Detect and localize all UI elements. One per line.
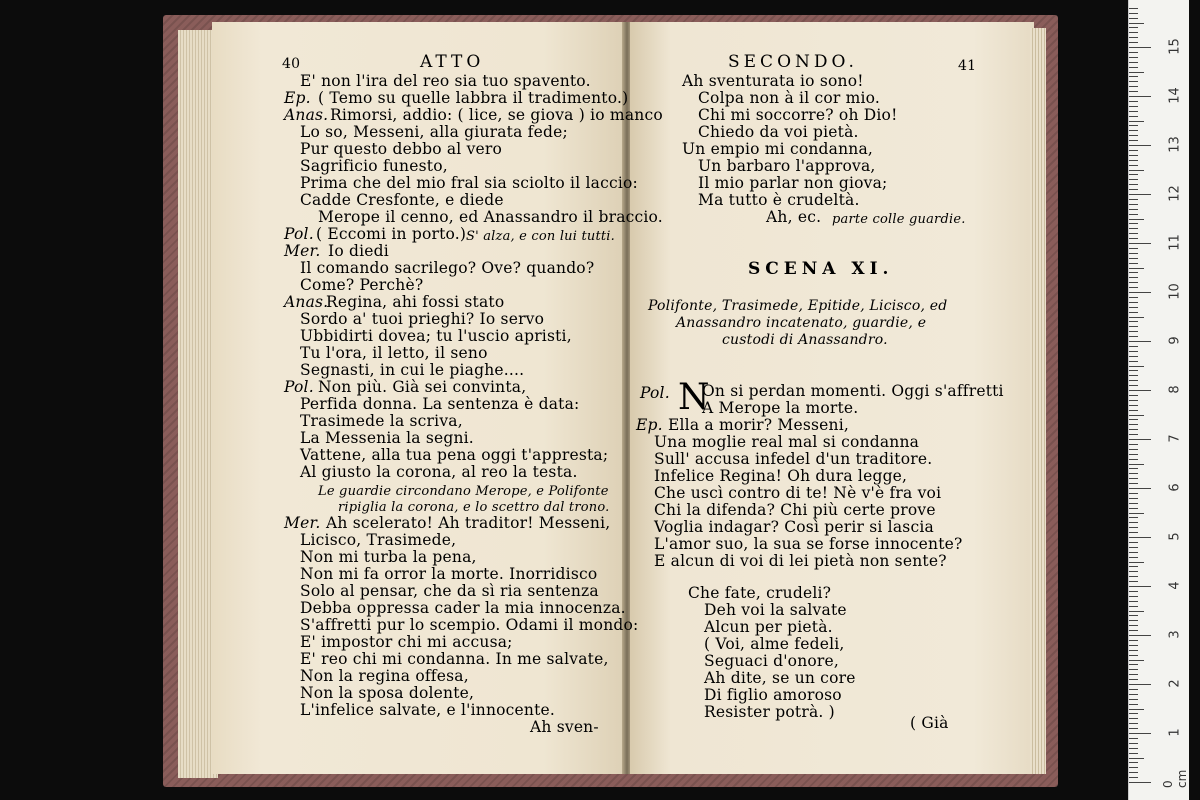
ruler-tick — [1129, 718, 1138, 719]
ruler-tick — [1129, 302, 1138, 303]
aria-line: Resister potrà. ) — [704, 703, 835, 721]
ruler-tick — [1129, 155, 1138, 156]
ruler-tick — [1129, 709, 1144, 710]
verse-line: Non la regina offesa, — [300, 667, 469, 685]
ruler-tick — [1129, 513, 1144, 514]
ruler-tick — [1129, 91, 1138, 92]
ruler-tick — [1129, 655, 1138, 656]
ruler-tick — [1129, 767, 1138, 768]
stage-direction: S' alza, e con lui tutti. — [466, 229, 615, 244]
ruler-tick — [1129, 400, 1138, 401]
ruler-tick — [1129, 419, 1138, 420]
speaker: Anas. — [284, 293, 329, 311]
ruler-tick — [1129, 13, 1138, 14]
aria-line: Ah dite, se un core — [704, 669, 856, 687]
verse-line: Merope il cenno, ed Anassandro il braccio. — [318, 208, 663, 226]
aria-line: ( Voi, alme fedeli, — [704, 635, 845, 653]
speaker: Pol. — [284, 378, 314, 396]
running-head: ATTO — [420, 52, 485, 72]
ruler-tick — [1129, 375, 1138, 376]
cast-list: Polifonte, Trasimede, Epitide, Licisco, ed — [648, 298, 948, 314]
verse-line: Debba oppressa cader la mia innocenza. — [300, 599, 626, 617]
verse-line: Sull' accusa infedel d'un traditore. — [654, 450, 933, 468]
ruler-tick — [1129, 434, 1138, 435]
ruler-tick — [1129, 576, 1138, 577]
ruler-tick — [1129, 228, 1138, 229]
ruler-tick — [1129, 625, 1138, 626]
ruler-tick — [1129, 650, 1138, 651]
ruler-tick — [1129, 199, 1138, 200]
ruler-tick — [1129, 660, 1144, 661]
ruler-tick — [1129, 253, 1138, 254]
ruler-tick — [1129, 297, 1138, 298]
verse-line: Che uscì contro di te! Nè v'è fra voi — [654, 484, 942, 502]
ruler-tick — [1129, 635, 1151, 636]
ruler-tick — [1129, 483, 1138, 484]
ruler-tick — [1129, 67, 1138, 68]
verse-line: Non mi turba la pena, — [300, 548, 477, 566]
ruler-tick — [1129, 464, 1144, 465]
stage-direction: parte colle guardie. — [832, 212, 966, 227]
ruler-tick — [1129, 292, 1151, 293]
ruler-tick — [1129, 601, 1138, 602]
ruler-tick — [1129, 189, 1138, 190]
aria-line: Colpa non à il cor mio. — [698, 89, 881, 107]
verse-line: Sagrificio funesto, — [300, 157, 448, 175]
verse-line: Voglia indagar? Così perir si lascia — [654, 518, 934, 536]
ruler-tick — [1129, 713, 1138, 714]
aria-line: Un barbaro l'approva, — [698, 157, 876, 175]
ruler-tick — [1129, 321, 1138, 322]
catchword: Ah sven- — [530, 718, 599, 736]
ruler-tick — [1129, 62, 1138, 63]
ruler-tick — [1129, 733, 1151, 734]
verse-line: E' non l'ira del reo sia tuo spavento. — [300, 72, 591, 90]
speaker: Pol. — [640, 384, 670, 402]
ruler-tick — [1129, 611, 1144, 612]
ruler-tick — [1129, 336, 1138, 337]
ruler-tick — [1129, 517, 1138, 518]
ruler-tick — [1129, 380, 1138, 381]
verse-line: Pur questo debbo al vero — [300, 140, 503, 158]
aria-line: Seguaci d'onore, — [704, 652, 840, 670]
ruler-tick — [1129, 390, 1151, 391]
ruler-tick — [1129, 444, 1138, 445]
ruler-tick — [1129, 76, 1138, 77]
verse-line: Al giusto la corona, al reo la testa. — [300, 463, 578, 481]
ruler-tick — [1129, 571, 1138, 572]
ruler-tick — [1129, 223, 1138, 224]
ruler-tick — [1129, 449, 1138, 450]
ruler-tick — [1129, 209, 1138, 210]
ruler-tick — [1129, 557, 1138, 558]
cast-list: Anassandro incatenato, guardie, e — [676, 315, 927, 331]
ruler-tick — [1129, 268, 1144, 269]
ruler-tick — [1129, 263, 1138, 264]
verse-line: A Merope la morte. — [702, 399, 859, 417]
cast-list: custodi di Anassandro. — [722, 332, 888, 348]
aria-line: Ma tutto è crudeltà. — [698, 191, 860, 209]
verse-line: L'amor suo, la sua se forse innocente? — [654, 535, 963, 553]
ruler-number: 11 — [1167, 234, 1183, 251]
speaker: Anas. — [284, 106, 329, 124]
verse-line: Perfida donna. La sentenza è data: — [300, 395, 580, 413]
ruler-number: 6 — [1167, 483, 1183, 492]
verse-line: E' impostor chi mi accusa; — [300, 633, 513, 651]
ruler-tick — [1129, 498, 1138, 499]
ruler-tick — [1129, 620, 1138, 621]
ruler-tick — [1129, 326, 1138, 327]
ruler-tick — [1129, 165, 1138, 166]
ruler-tick — [1129, 606, 1138, 607]
ruler-tick — [1129, 52, 1138, 53]
ruler-tick — [1129, 664, 1138, 665]
ruler-tick — [1129, 233, 1138, 234]
speaker: Ep. — [636, 416, 663, 434]
speaker: Mer. — [284, 242, 321, 260]
ruler-tick — [1129, 468, 1138, 469]
ruler-tick — [1129, 488, 1151, 489]
page-number: 40 — [282, 56, 301, 72]
ruler-number: 8 — [1167, 385, 1183, 394]
drop-cap: N — [678, 377, 710, 418]
ruler-tick — [1129, 47, 1151, 48]
ruler-tick — [1129, 170, 1144, 171]
ruler-tick — [1129, 743, 1138, 744]
ruler-number: 15 — [1167, 38, 1183, 55]
ruler-tick — [1129, 57, 1138, 58]
ruler-tick — [1129, 214, 1138, 215]
ruler-tick — [1129, 125, 1138, 126]
ruler-tick — [1129, 777, 1138, 778]
ruler-tick — [1129, 356, 1138, 357]
ruler-tick — [1129, 522, 1138, 523]
catchword: ( Già — [910, 714, 949, 732]
ruler-tick — [1129, 150, 1138, 151]
ruler-tick — [1129, 527, 1138, 528]
ruler-tick — [1129, 86, 1138, 87]
ruler-tick — [1129, 684, 1151, 685]
ruler-tick — [1129, 581, 1138, 582]
ruler-tick — [1129, 140, 1138, 141]
scene-title: SCENA XI. — [748, 259, 894, 279]
ruler-tick — [1129, 307, 1138, 308]
ruler-tick — [1129, 174, 1138, 175]
verse-line: Non mi fa orror la morte. Inorridisco — [300, 565, 598, 583]
verse-line: Trasimede la scriva, — [300, 412, 463, 430]
ruler-tick — [1129, 537, 1151, 538]
ruler-tick — [1129, 630, 1138, 631]
ruler-tick — [1129, 493, 1138, 494]
ruler-tick — [1129, 219, 1144, 220]
ruler-number: 5 — [1167, 532, 1183, 541]
ruler-tick — [1129, 194, 1151, 195]
ruler-tick — [1129, 204, 1138, 205]
ruler-tick — [1129, 184, 1138, 185]
ruler-tick — [1129, 615, 1138, 616]
verse-line: L'infelice salvate, e l'innocente. — [300, 701, 556, 719]
verse-line: ( Temo su quelle labbra il tradimento.) — [318, 89, 629, 107]
ruler-tick — [1129, 18, 1138, 19]
ruler-tick — [1129, 645, 1138, 646]
ruler-tick — [1129, 370, 1138, 371]
verse-line: Non più. Già sei convinta, — [318, 378, 527, 396]
verse-line: La Messenia la segni. — [300, 429, 474, 447]
ruler-tick — [1129, 439, 1151, 440]
verse-line: E' reo chi mi condanna. In me salvate, — [300, 650, 609, 668]
ruler-tick — [1129, 738, 1138, 739]
aria-line: Un empio mi condanna, — [682, 140, 874, 158]
verse-line: Chi la difenda? Chi più certe prove — [654, 501, 936, 519]
ruler-tick — [1129, 238, 1138, 239]
ruler-tick — [1129, 145, 1151, 146]
ruler-tick — [1129, 552, 1138, 553]
verse-line: Regina, ahi fossi stato — [326, 293, 505, 311]
ruler-tick — [1129, 591, 1138, 592]
ruler-tick — [1129, 694, 1138, 695]
ruler-number: 12 — [1167, 185, 1183, 202]
verse-line: Vattene, alla tua pena oggi t'appresta; — [300, 446, 609, 464]
ruler-number: 13 — [1167, 136, 1183, 153]
ruler-tick — [1129, 385, 1138, 386]
ruler-tick — [1129, 640, 1138, 641]
aria-line: Ah sventurata io sono! — [682, 72, 864, 90]
aria-line: Alcun per pietà. — [704, 618, 833, 636]
ruler-tick — [1129, 361, 1138, 362]
ruler-tick — [1129, 135, 1138, 136]
ruler-tick — [1129, 772, 1138, 773]
ruler-tick — [1129, 762, 1138, 763]
verse-line: Cadde Cresfonte, e diede — [300, 191, 504, 209]
ruler-tick — [1129, 341, 1151, 342]
verse-line: Solo al pensar, che da sì ria sentenza — [300, 582, 599, 600]
verse-line: Ah scelerato! Ah traditor! Messeni, — [326, 514, 611, 532]
ruler-tick — [1129, 454, 1138, 455]
ruler-tick — [1129, 547, 1138, 548]
ruler-tick — [1129, 405, 1138, 406]
running-head: SECONDO. — [728, 52, 858, 72]
stage-direction: ripiglia la corona, e lo scettro dal trono. — [338, 500, 610, 515]
ruler-tick — [1129, 410, 1138, 411]
ruler-tick — [1129, 272, 1138, 273]
aria-line: Il mio parlar non giova; — [698, 174, 888, 192]
ruler-tick — [1129, 277, 1138, 278]
measuring-ruler — [1128, 0, 1189, 800]
ruler-tick — [1129, 42, 1138, 43]
ruler-tick — [1129, 674, 1138, 675]
ruler-tick — [1129, 478, 1138, 479]
ruler-tick — [1129, 758, 1144, 759]
ruler-tick — [1129, 248, 1138, 249]
ruler-tick — [1129, 748, 1138, 749]
ruler-tick — [1129, 473, 1138, 474]
ruler-tick — [1129, 23, 1144, 24]
verse-line: Ella a morir? Messeni, — [668, 416, 850, 434]
ruler-tick — [1129, 111, 1138, 112]
ruler-tick — [1129, 258, 1138, 259]
ruler-tick — [1129, 728, 1138, 729]
ruler-tick — [1129, 116, 1138, 117]
ruler-tick — [1129, 72, 1144, 73]
ruler-tick — [1129, 508, 1138, 509]
ruler-tick — [1129, 542, 1138, 543]
aria-line: Deh voi la salvate — [704, 601, 847, 619]
verse-line: Non la sposa dolente, — [300, 684, 475, 702]
ruler-tick — [1129, 317, 1144, 318]
ruler-tick — [1129, 282, 1138, 283]
verse-line: Licisco, Trasimede, — [300, 531, 457, 549]
ruler-tick — [1129, 179, 1138, 180]
verse-line: On si perdan momenti. Oggi s'affretti — [702, 382, 1004, 400]
stage-direction: Le guardie circondano Merope, e Polifonte — [318, 484, 609, 499]
ruler-tick — [1129, 366, 1144, 367]
ruler-tick — [1129, 130, 1138, 131]
ruler-tick — [1129, 699, 1138, 700]
ruler-number: 7 — [1167, 434, 1183, 443]
ruler-tick — [1129, 596, 1138, 597]
verse-line: Prima che del mio fral sia sciolto il laccio: — [300, 174, 638, 192]
verse-line: Infelice Regina! Oh dura legge, — [654, 467, 908, 485]
ruler-number: 3 — [1167, 630, 1183, 639]
ruler-tick — [1129, 723, 1138, 724]
ruler-tick — [1129, 459, 1138, 460]
ruler-tick — [1129, 424, 1138, 425]
ruler-tick — [1129, 753, 1138, 754]
aria-line: Ah, ec. — [766, 208, 822, 226]
ruler-tick — [1129, 562, 1144, 563]
ruler-tick — [1129, 106, 1138, 107]
ruler-tick — [1129, 395, 1138, 396]
aria-line: Chiedo da voi pietà. — [698, 123, 859, 141]
ruler-tick — [1129, 689, 1138, 690]
ruler-tick — [1129, 351, 1138, 352]
ruler-tick — [1129, 704, 1138, 705]
speaker: Pol. — [284, 225, 314, 243]
page-edges-right — [1030, 28, 1046, 774]
ruler-unit: 0 cm — [1161, 769, 1189, 788]
ruler-number: 9 — [1167, 336, 1183, 345]
ruler-tick — [1129, 429, 1138, 430]
ruler-tick — [1129, 8, 1138, 9]
ruler-tick — [1129, 160, 1138, 161]
verse-line: Sordo a' tuoi prieghi? Io servo — [300, 310, 545, 328]
ruler-tick — [1129, 415, 1144, 416]
ruler-number: 14 — [1167, 87, 1183, 104]
ruler-tick — [1129, 312, 1138, 313]
verse-line: Ubbidirti dovea; tu l'uscio apristi, — [300, 327, 572, 345]
page-number: 41 — [958, 58, 977, 74]
ruler-tick — [1129, 782, 1151, 783]
ruler-tick — [1129, 27, 1138, 28]
verse-line: Rimorsi, addio: ( lice, se giova ) io manco — [330, 106, 663, 124]
ruler-tick — [1129, 532, 1138, 533]
ruler-tick — [1129, 586, 1151, 587]
ruler-tick — [1129, 331, 1138, 332]
ruler-tick — [1129, 37, 1138, 38]
ruler-number: 10 — [1167, 283, 1183, 300]
verse-line: ( Eccomi in porto.) — [316, 225, 467, 243]
ruler-tick — [1129, 243, 1151, 244]
verse-line: Il comando sacrilego? Ove? quando? — [300, 259, 595, 277]
ruler-number: 2 — [1167, 679, 1183, 688]
verse-line: Io diedi — [328, 242, 389, 260]
speaker: Ep. — [284, 89, 311, 107]
ruler-tick — [1129, 287, 1138, 288]
verse-line: Tu l'ora, il letto, il seno — [300, 344, 488, 362]
ruler-tick — [1129, 346, 1138, 347]
ruler-tick — [1129, 81, 1138, 82]
speaker: Mer. — [284, 514, 321, 532]
ruler-tick — [1129, 566, 1138, 567]
verse-line: S'affretti pur lo scempio. Odami il mondo: — [300, 616, 639, 634]
ruler-tick — [1129, 669, 1138, 670]
ruler-number: 4 — [1167, 581, 1183, 590]
ruler-tick — [1129, 679, 1138, 680]
ruler-number: 1 — [1167, 728, 1183, 737]
verse-line: Segnasti, in cui le piaghe.... — [300, 361, 525, 379]
aria-line: Che fate, crudeli? — [688, 584, 832, 602]
ruler-tick — [1129, 96, 1151, 97]
verse-line: Come? Perchè? — [300, 276, 424, 294]
aria-line: Di figlio amoroso — [704, 686, 842, 704]
verse-line: Lo so, Messeni, alla giurata fede; — [300, 123, 568, 141]
verse-line: Una moglie real mal si condanna — [654, 433, 920, 451]
ruler-tick — [1129, 101, 1138, 102]
verse-line: E alcun di voi di lei pietà non sente? — [654, 552, 947, 570]
aria-line: Chi mi soccorre? oh Dio! — [698, 106, 898, 124]
ruler-tick — [1129, 32, 1138, 33]
ruler-tick — [1129, 121, 1144, 122]
ruler-tick — [1129, 503, 1138, 504]
